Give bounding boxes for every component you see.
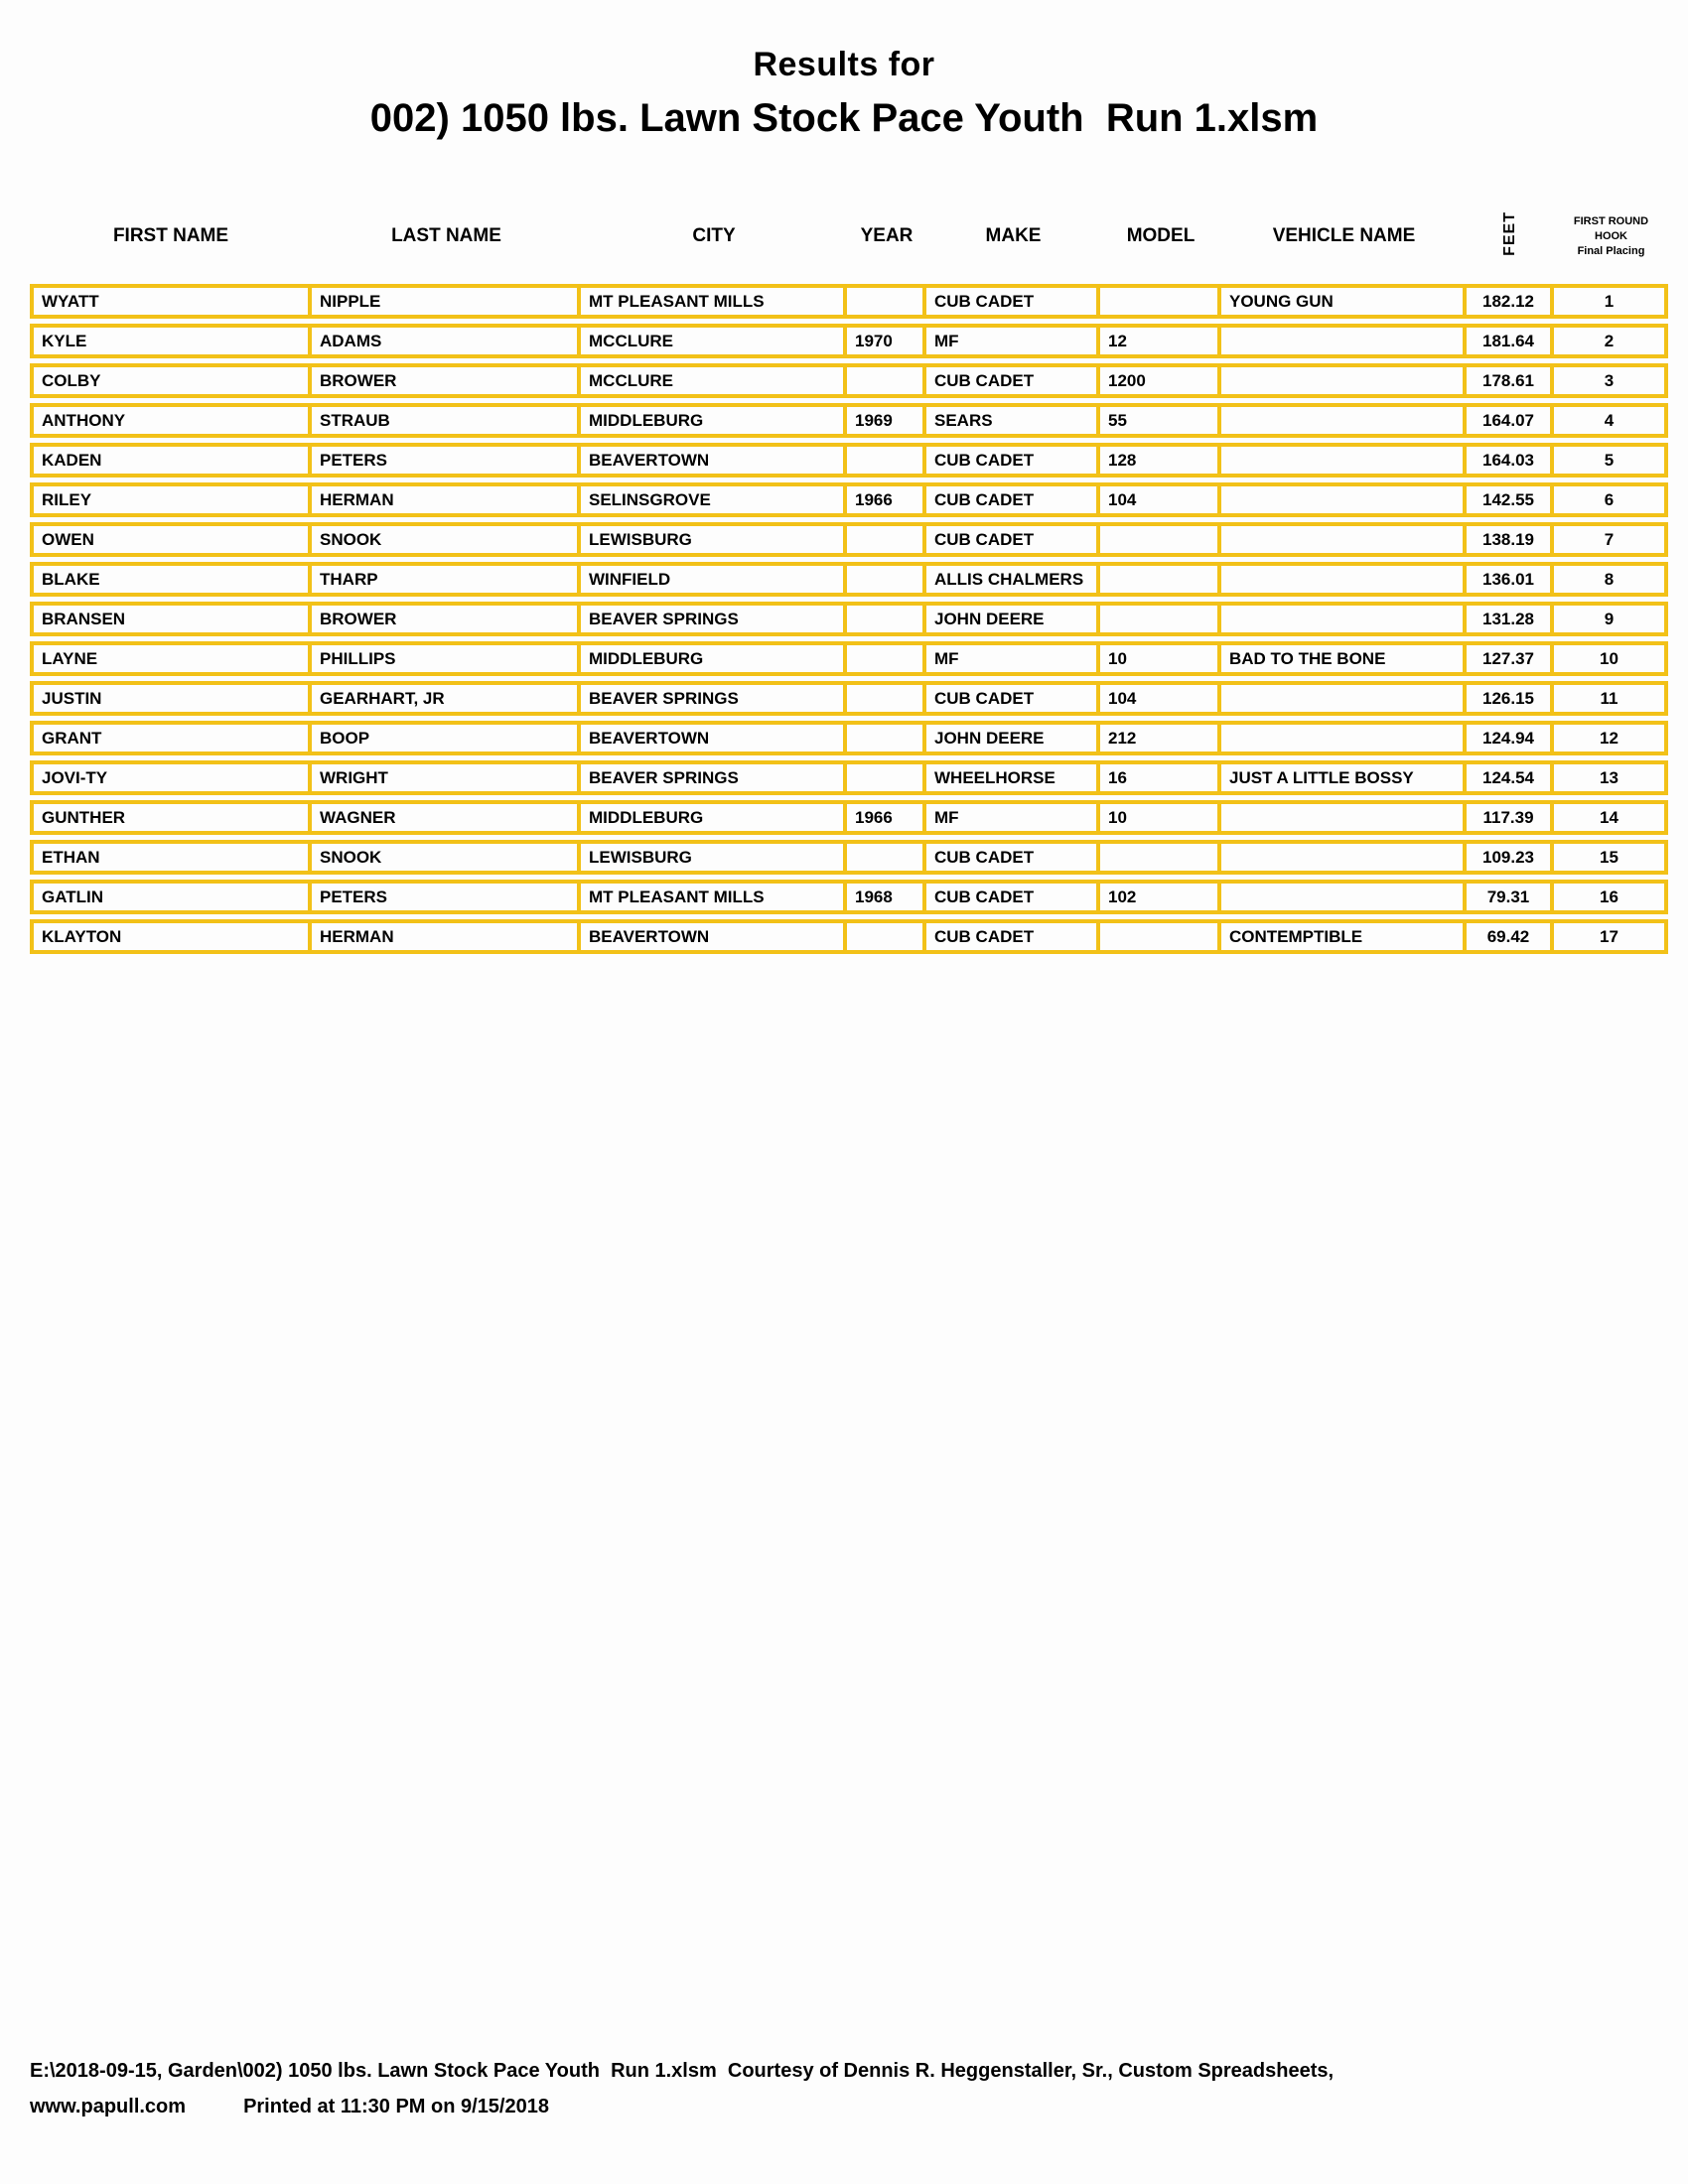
cell-placing: 7	[1554, 522, 1668, 557]
cell-placing: 3	[1554, 363, 1668, 398]
cell-vehicle-name	[1221, 800, 1467, 835]
cell-year: 1966	[847, 800, 926, 835]
cell-year	[847, 919, 926, 954]
cell-model: 16	[1100, 760, 1221, 795]
file-title: 002) 1050 lbs. Lawn Stock Pace Youth Run 1.xlsm	[369, 96, 1319, 140]
cell-last-name: NIPPLE	[312, 284, 581, 319]
cell-last-name: GEARHART, JR	[312, 681, 581, 716]
cell-last-name: THARP	[312, 562, 581, 597]
cell-feet: 142.55	[1467, 482, 1554, 517]
cell-vehicle-name	[1221, 602, 1467, 636]
cell-city: MT PLEASANT MILLS	[581, 880, 847, 914]
cell-feet: 117.39	[1467, 800, 1554, 835]
cell-first-name: LAYNE	[30, 641, 312, 676]
cell-model: 10	[1100, 641, 1221, 676]
cell-first-name: ETHAN	[30, 840, 312, 875]
cell-model: 55	[1100, 403, 1221, 438]
cell-make: MF	[926, 641, 1100, 676]
cell-feet: 124.94	[1467, 721, 1554, 755]
table-row	[30, 880, 1668, 914]
cell-placing: 11	[1554, 681, 1668, 716]
cell-city: BEAVERTOWN	[581, 919, 847, 954]
cell-placing: 10	[1554, 641, 1668, 676]
cell-first-name: OWEN	[30, 522, 312, 557]
cell-last-name: WRIGHT	[312, 760, 581, 795]
cell-year	[847, 721, 926, 755]
cell-last-name: HERMAN	[312, 919, 581, 954]
cell-year	[847, 760, 926, 795]
cell-first-name: JUSTIN	[30, 681, 312, 716]
table-row	[30, 482, 1668, 517]
cell-city: MIDDLEBURG	[581, 403, 847, 438]
cell-first-name: JOVI-TY	[30, 760, 312, 795]
cell-model	[1100, 919, 1221, 954]
cell-feet: 109.23	[1467, 840, 1554, 875]
cell-city: LEWISBURG	[581, 522, 847, 557]
footer-file-path: E:\2018-09-15, Garden\002) 1050 lbs. Lawn Stock Pace Youth Run 1.xlsm Courtesy of Dennis R. Heggenstaller, Sr., Custom Spreadsheets,	[30, 2060, 1335, 2082]
table-row	[30, 919, 1668, 954]
cell-make: CUB CADET	[926, 482, 1100, 517]
cell-feet: 138.19	[1467, 522, 1554, 557]
cell-feet: 182.12	[1467, 284, 1554, 319]
cell-model: 212	[1100, 721, 1221, 755]
cell-last-name: PETERS	[312, 880, 581, 914]
cell-first-name: GRANT	[30, 721, 312, 755]
cell-make: CUB CADET	[926, 363, 1100, 398]
cell-last-name: PHILLIPS	[312, 641, 581, 676]
cell-year: 1970	[847, 324, 926, 358]
header-year: YEAR	[860, 225, 914, 246]
cell-placing: 8	[1554, 562, 1668, 597]
cell-first-name: ANTHONY	[30, 403, 312, 438]
cell-placing: 12	[1554, 721, 1668, 755]
cell-model	[1100, 284, 1221, 319]
table-row	[30, 721, 1668, 755]
header-placing-line1: FIRST ROUND	[1573, 214, 1649, 227]
cell-year	[847, 562, 926, 597]
cell-vehicle-name	[1221, 681, 1467, 716]
cell-make: CUB CADET	[926, 919, 1100, 954]
cell-model	[1100, 562, 1221, 597]
cell-model: 104	[1100, 681, 1221, 716]
cell-vehicle-name	[1221, 482, 1467, 517]
cell-city: MCCLURE	[581, 363, 847, 398]
cell-model: 104	[1100, 482, 1221, 517]
cell-make: WHEELHORSE	[926, 760, 1100, 795]
table-header-row	[30, 194, 1668, 279]
cell-last-name: STRAUB	[312, 403, 581, 438]
cell-city: MT PLEASANT MILLS	[581, 284, 847, 319]
cell-make: CUB CADET	[926, 522, 1100, 557]
cell-last-name: BROWER	[312, 602, 581, 636]
results-table-body	[30, 284, 1668, 954]
cell-vehicle-name: JUST A LITTLE BOSSY	[1221, 760, 1467, 795]
page-title: Results for	[753, 46, 935, 83]
footer-website: www.papull.com	[30, 2096, 187, 2117]
cell-make: CUB CADET	[926, 284, 1100, 319]
cell-vehicle-name: BAD TO THE BONE	[1221, 641, 1467, 676]
cell-make: MF	[926, 800, 1100, 835]
cell-last-name: WAGNER	[312, 800, 581, 835]
cell-feet: 181.64	[1467, 324, 1554, 358]
cell-first-name: WYATT	[30, 284, 312, 319]
cell-model: 12	[1100, 324, 1221, 358]
cell-make: ALLIS CHALMERS	[926, 562, 1100, 597]
cell-year	[847, 522, 926, 557]
table-row	[30, 800, 1668, 835]
cell-last-name: HERMAN	[312, 482, 581, 517]
cell-city: BEAVERTOWN	[581, 721, 847, 755]
cell-vehicle-name: YOUNG GUN	[1221, 284, 1467, 319]
cell-first-name: BRANSEN	[30, 602, 312, 636]
cell-placing: 6	[1554, 482, 1668, 517]
cell-feet: 131.28	[1467, 602, 1554, 636]
cell-city: MIDDLEBURG	[581, 800, 847, 835]
cell-city: WINFIELD	[581, 562, 847, 597]
cell-first-name: GATLIN	[30, 880, 312, 914]
cell-year	[847, 284, 926, 319]
cell-last-name: PETERS	[312, 443, 581, 478]
cell-vehicle-name	[1221, 880, 1467, 914]
cell-placing: 4	[1554, 403, 1668, 438]
cell-first-name: KLAYTON	[30, 919, 312, 954]
cell-model	[1100, 840, 1221, 875]
cell-model	[1100, 602, 1221, 636]
header-placing-line3: Final Placing	[1577, 244, 1645, 257]
cell-placing: 2	[1554, 324, 1668, 358]
header-make: MAKE	[985, 225, 1042, 246]
cell-vehicle-name	[1221, 324, 1467, 358]
table-row	[30, 681, 1668, 716]
cell-first-name: RILEY	[30, 482, 312, 517]
cell-placing: 9	[1554, 602, 1668, 636]
cell-vehicle-name: CONTEMPTIBLE	[1221, 919, 1467, 954]
table-row	[30, 840, 1668, 875]
cell-last-name: BROWER	[312, 363, 581, 398]
cell-make: SEARS	[926, 403, 1100, 438]
header-vehicle-name: VEHICLE NAME	[1272, 225, 1416, 246]
cell-make: CUB CADET	[926, 443, 1100, 478]
cell-city: MCCLURE	[581, 324, 847, 358]
cell-year	[847, 681, 926, 716]
cell-feet: 69.42	[1467, 919, 1554, 954]
cell-model: 1200	[1100, 363, 1221, 398]
header-feet-label: FEET	[1501, 210, 1518, 256]
cell-placing: 17	[1554, 919, 1668, 954]
cell-city: BEAVER SPRINGS	[581, 760, 847, 795]
cell-city: SELINSGROVE	[581, 482, 847, 517]
cell-city: LEWISBURG	[581, 840, 847, 875]
header-first-name: FIRST NAME	[112, 225, 229, 246]
results-table	[30, 189, 1668, 959]
cell-vehicle-name	[1221, 363, 1467, 398]
cell-feet: 164.07	[1467, 403, 1554, 438]
cell-placing: 1	[1554, 284, 1668, 319]
cell-vehicle-name	[1221, 562, 1467, 597]
cell-year	[847, 641, 926, 676]
cell-model	[1100, 522, 1221, 557]
page-footer	[30, 2053, 1658, 2124]
cell-feet: 79.31	[1467, 880, 1554, 914]
cell-placing: 15	[1554, 840, 1668, 875]
cell-vehicle-name	[1221, 522, 1467, 557]
footer-line2	[30, 2089, 1658, 2124]
cell-year: 1966	[847, 482, 926, 517]
table-row	[30, 760, 1668, 795]
cell-year: 1968	[847, 880, 926, 914]
cell-vehicle-name	[1221, 403, 1467, 438]
table-row	[30, 562, 1668, 597]
cell-first-name: KADEN	[30, 443, 312, 478]
cell-model: 128	[1100, 443, 1221, 478]
cell-make: CUB CADET	[926, 880, 1100, 914]
table-row	[30, 602, 1668, 636]
cell-model: 102	[1100, 880, 1221, 914]
cell-city: BEAVER SPRINGS	[581, 681, 847, 716]
cell-first-name: KYLE	[30, 324, 312, 358]
cell-feet: 124.54	[1467, 760, 1554, 795]
table-row	[30, 324, 1668, 358]
table-row	[30, 443, 1668, 478]
cell-make: CUB CADET	[926, 840, 1100, 875]
cell-placing: 16	[1554, 880, 1668, 914]
table-row	[30, 522, 1668, 557]
cell-last-name: SNOOK	[312, 522, 581, 557]
cell-feet: 164.03	[1467, 443, 1554, 478]
cell-vehicle-name	[1221, 443, 1467, 478]
cell-year	[847, 363, 926, 398]
cell-make: JOHN DEERE	[926, 602, 1100, 636]
cell-make: MF	[926, 324, 1100, 358]
cell-placing: 5	[1554, 443, 1668, 478]
cell-make: CUB CADET	[926, 681, 1100, 716]
cell-vehicle-name	[1221, 840, 1467, 875]
cell-vehicle-name	[1221, 721, 1467, 755]
cell-feet: 136.01	[1467, 562, 1554, 597]
cell-last-name: SNOOK	[312, 840, 581, 875]
cell-placing: 14	[1554, 800, 1668, 835]
cell-feet: 126.15	[1467, 681, 1554, 716]
cell-city: BEAVERTOWN	[581, 443, 847, 478]
cell-year	[847, 443, 926, 478]
cell-make: JOHN DEERE	[926, 721, 1100, 755]
cell-placing: 13	[1554, 760, 1668, 795]
header-final-placing	[1554, 194, 1668, 279]
header-last-name: LAST NAME	[391, 225, 501, 246]
table-row	[30, 641, 1668, 676]
header-feet	[1467, 194, 1554, 279]
cell-model: 10	[1100, 800, 1221, 835]
cell-first-name: BLAKE	[30, 562, 312, 597]
header-placing-line2: HOOK	[1595, 229, 1627, 242]
cell-city: BEAVER SPRINGS	[581, 602, 847, 636]
cell-year	[847, 840, 926, 875]
table-row	[30, 284, 1668, 319]
cell-first-name: COLBY	[30, 363, 312, 398]
table-row	[30, 403, 1668, 438]
cell-city: MIDDLEBURG	[581, 641, 847, 676]
cell-feet: 178.61	[1467, 363, 1554, 398]
header-city: CITY	[692, 225, 736, 246]
header-model: MODEL	[1126, 225, 1196, 246]
footer-printed-timestamp: Printed at 11:30 PM on 9/15/2018	[243, 2096, 549, 2117]
cell-first-name: GUNTHER	[30, 800, 312, 835]
cell-last-name: ADAMS	[312, 324, 581, 358]
table-row	[30, 363, 1668, 398]
cell-year: 1969	[847, 403, 926, 438]
cell-year	[847, 602, 926, 636]
cell-feet: 127.37	[1467, 641, 1554, 676]
cell-last-name: BOOP	[312, 721, 581, 755]
